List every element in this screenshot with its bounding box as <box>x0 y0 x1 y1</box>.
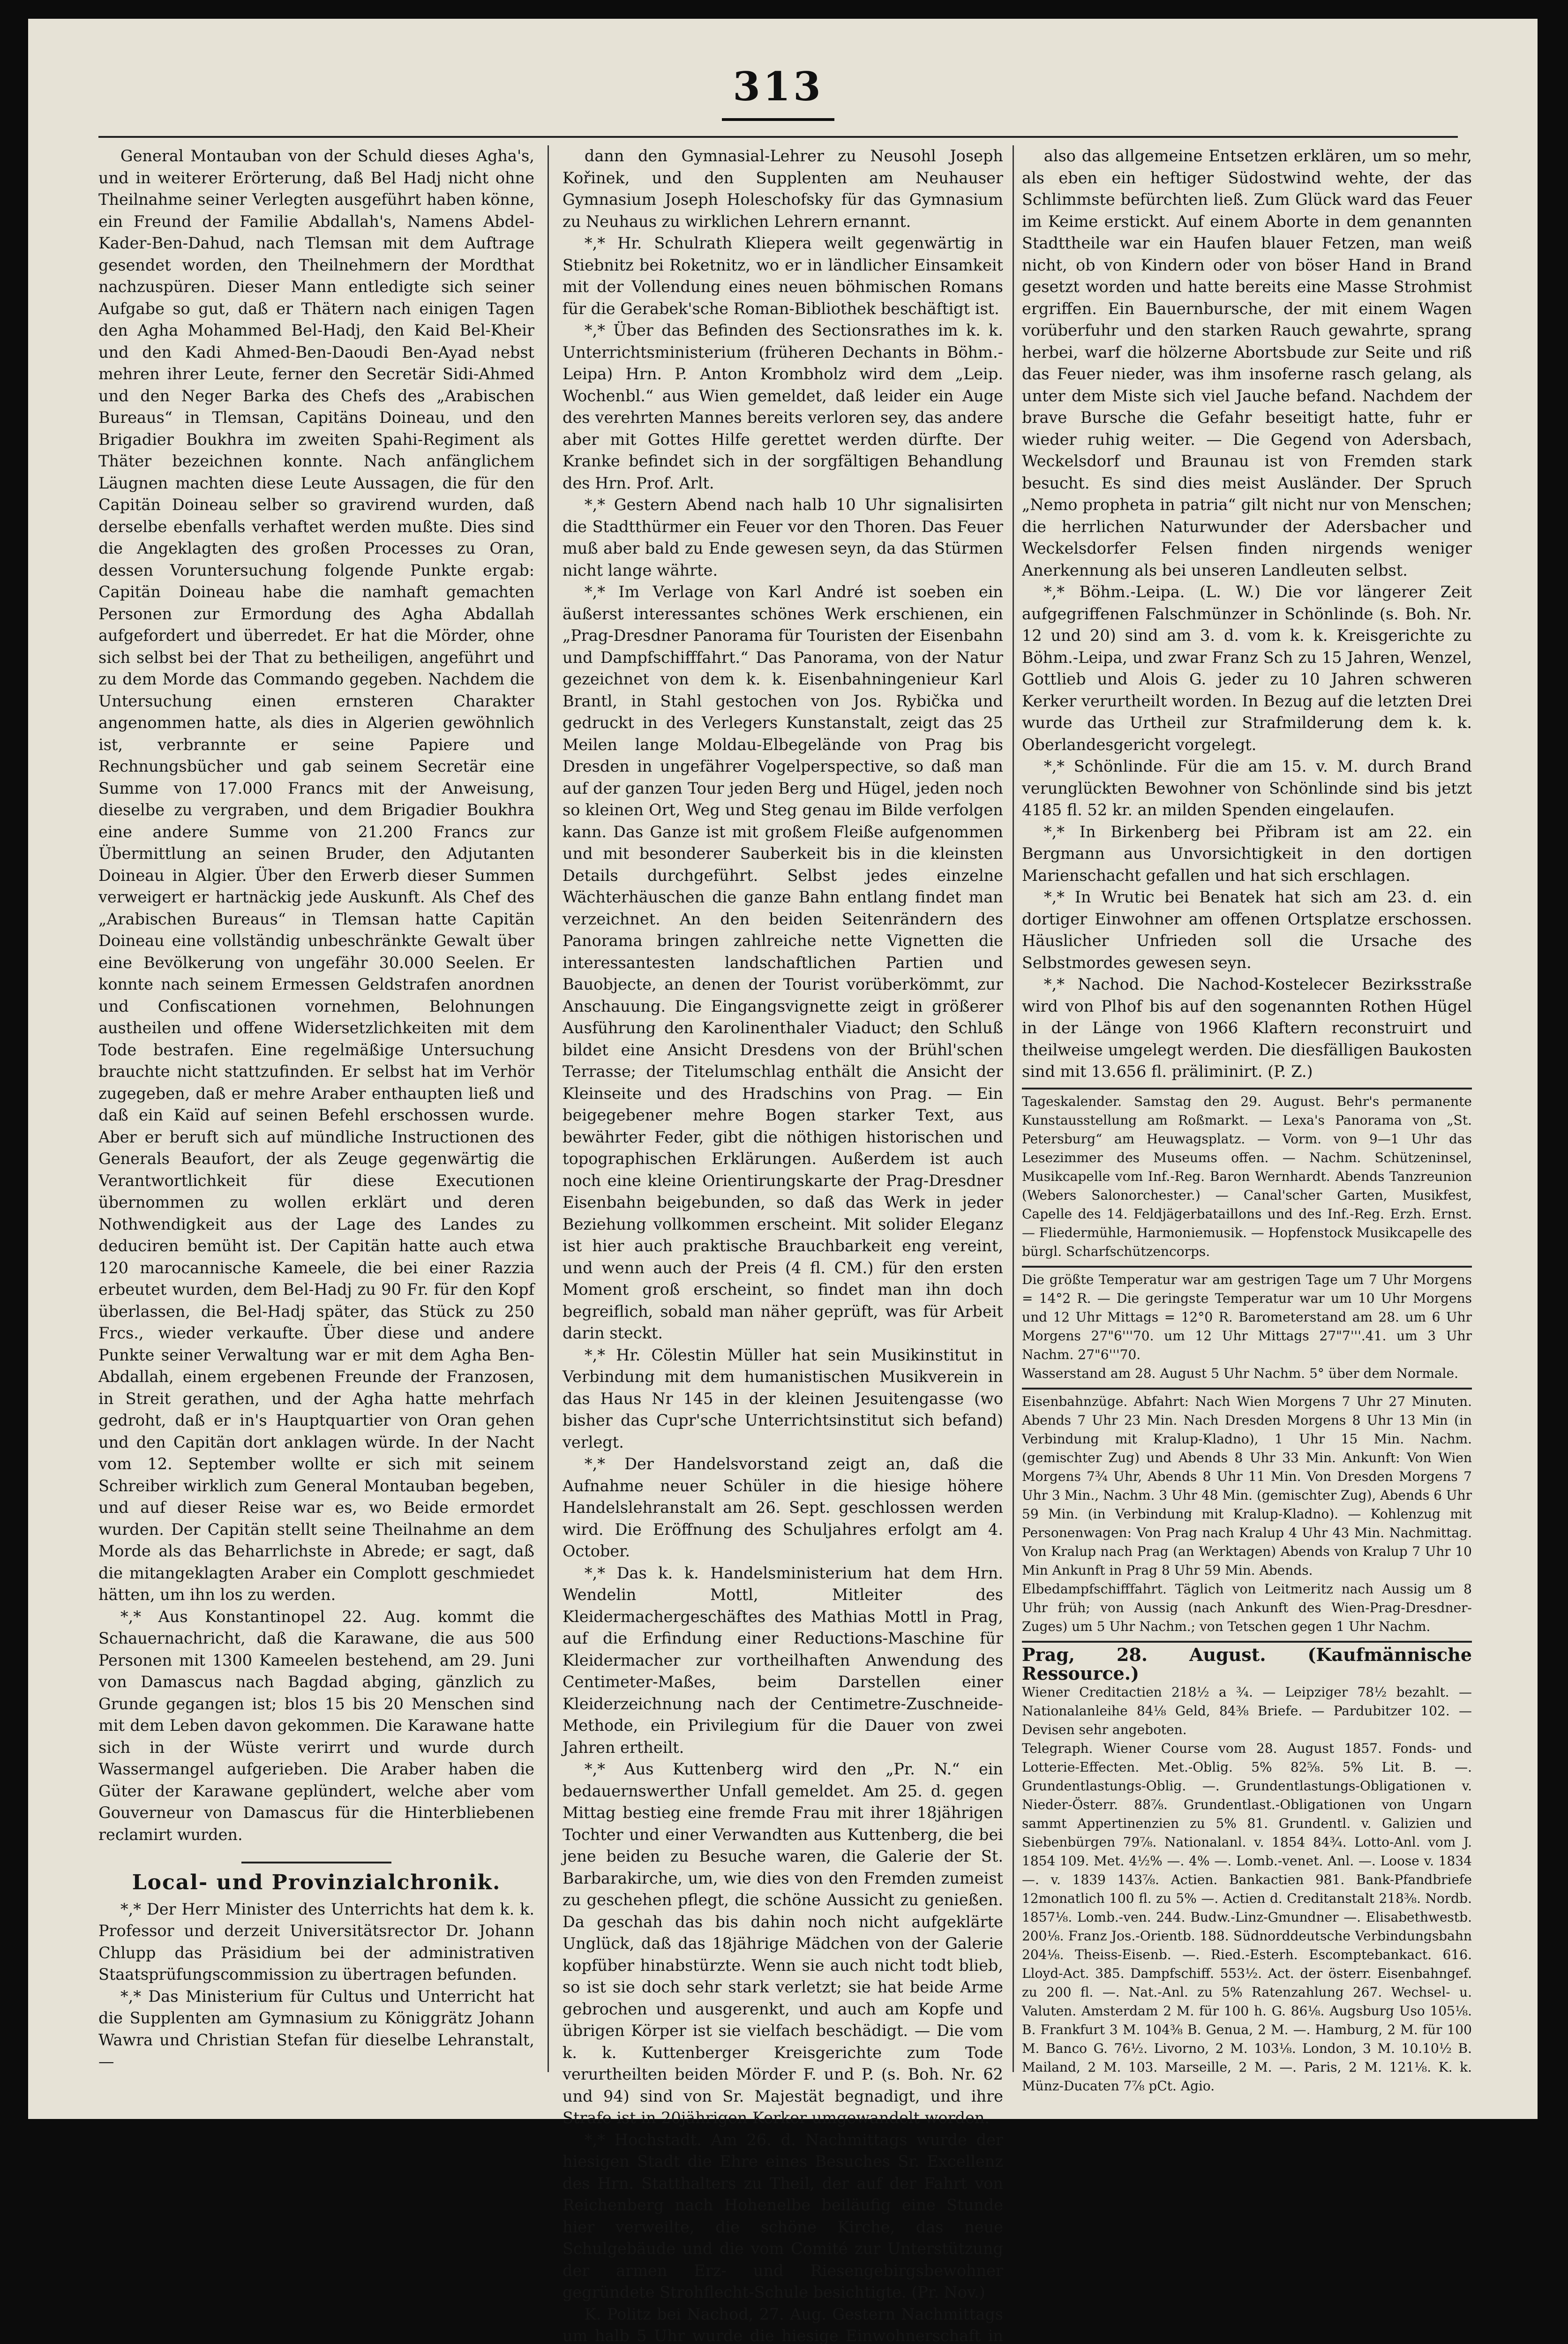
column-3 <box>1022 145 1472 2077</box>
column-1 <box>98 145 534 2077</box>
article-paragraph: *,* Das k. k. Handelsministerium hat dem Hrn. Wendelin Mottl, Mitleiter des Kleidermachergeschäftes des Mathias Mottl in Prag, auf die Erfindung einer Reductions-Maschine für Kleidermacher zur vortheilhaften Anwendung des Centimeter-Maßes, beim Darstellen einer Kleiderzeichnung nach der Centimetre-Zuschneide-Methode, ein Privilegium für die Dauer von zwei Jahren ertheilt. <box>563 1563 1003 1759</box>
market-heading: Prag, 28. August. (Kaufmännische Ressource.) <box>1022 1645 1472 1683</box>
article-paragraph: *,* Hr. Cölestin Müller hat sein Musikinstitut in Verbindung mit dem humanistischen Musikverein in das Haus Nr 145 in der kleinen Jesuitengasse (wo bisher das Cupr'sche Unterrichtsinstitut sich befand) verlegt. <box>563 1345 1003 1454</box>
article-paragraph: *,* Hochstadt. Am 26. d. Nachmittags wurde der hiesigen Stadt die Ehre eines Besuches Sr. Excellenz des Hrn. Statthalters zu Theil, der auf der Fahrt von Reichenberg nach Hohenelbe beiläufig eine Stunde hier verweilte, die schöne Kirche, das neue Schulgebäude und die vom Comité zur Unterstützung der armen Erz- und Riesengebirgsbewohner gegründete Strohflecht-Schule besichtigte. (Pr. Nov.) <box>563 2129 1003 2304</box>
article-paragraph: *,* Gestern Abend nach halb 10 Uhr signalisirten die Stadtthürmer ein Feuer vor den Thoren. Das Feuer muß aber bald zu Ende gewesen seyn, da das Stürmen nicht lange währte. <box>563 494 1003 581</box>
article-paragraph: also das allgemeine Entsetzen erklären, um so mehr, als eben ein heftiger Südostwind wehte, der das Schlimmste befürchten ließ. Zum Glück ward das Feuer im Keime erstickt. Auf einem Aborte in dem genannten Stadttheile war ein Haufen blauer Fetzen, man weiß nicht, ob von Kindern oder von böser Hand in Brand gesetzt worden und hatte bereits eine Masse Strohmist ergriffen. Ein Bauernbursche, der mit einem Wagen vorüberfuhr und den starken Rauch gewahrte, sprang herbei, warf die hölzerne Abortsbude zur Seite und riß das Feuer nieder, was ihm insoferne rasch gelang, als unter dem Miste sich viel Jauche befand. Nachdem der brave Bursche die Gefahr beseitigt hatte, fuhr er wieder ruhig weiter. — Die Gegend von Adersbach, Weckelsdorf und Braunau ist von Fremden stark besucht. Es sind dies meist Ausländer. Der Spruch „Nemo propheta in patria“ gilt nicht nur von Menschen; die herrlichen Naturwunder der Adersbacher und Weckelsdorfer Felsen finden nirgends weniger Anerkennung als bei unseren Landleuten selbst. <box>1022 145 1472 581</box>
newspaper-page <box>28 19 1538 2119</box>
market-box <box>1022 1641 1472 2096</box>
railway-box <box>1022 1388 1472 1636</box>
exchange-rates-text: Telegraph. Wiener Course vom 28. August 1857. Fonds- und Lotterie-Effecten. Met.-Oblig. 5% 82⅝. 5% Lit. B. —. Grundentlastungs-Oblig. —. Grundentlastungs-Obligationen v. Nieder-Österr. 88⅞. Grundentlast.-Obligationen von Ungarn sammt Appertinenzien zu 5% 81. Grundentl. v. Galizien und Siebenbürgen 79⅞. Nationalanl. v. 1854 84¾. Lotto-Anl. vom J. 1854 109. Met. 4½% —. 4% —. Lomb.-venet. Anl. —. Loose v. 1834 —. v. 1839 143⅞. Actien. Bankactien 981. Bank-Pfandbriefe 12monatlich 100 fl. zu 5% —. Actien d. Creditanstalt 218⅜. Nordb. 1857⅛. Lomb.-ven. 244. Budw.-Linz-Gmundner —. Elisabethwestb. 200⅛. Franz Jos.-Orientb. 188. Südnorddeutsche Verbindungsbahn 204⅛. Theiss-Eisenb. —. Ried.-Esterh. Escomptebankact. 616. Lloyd-Act. 385. Dampfschiff. 553½. Act. der österr. Eisenbahngef. zu 200 fl. —. Nat.-Anl. zu 5% Ratenzahlung 267. Wechsel- u. Valuten. Amsterdam 2 M. für 100 h. G. 86⅛. Augsburg Uso 105⅛. B. Frankfurt 3 M. 104⅜ B. Genua, 2 M. —. Hamburg, 2 M. für 100 M. Banco G. 76½. Livorno, 2 M. 103⅛. London, 3 M. 10.10½ B. Mailand, 2 M. 103. Marseille, 2 M. —. Paris, 2 M. 121⅛. K. k. Münz-Ducaten 7⅞ pCt. Agio. <box>1022 1739 1472 2096</box>
section-divider <box>241 1862 391 1863</box>
temperature-text: Die größte Temperatur war am gestrigen Tage um 7 Uhr Morgens = 14°2 R. — Die geringste Temperatur war um 10 Uhr Morgens und 12 Uhr Mittags = 12°0 R. Barometerstand am 28. um 6 Uhr Morgens 27"6'''70. um 12 Uhr Mittags 27"7'''.41. um 3 Uhr Nachm. 27"6'''70. <box>1022 1270 1472 1364</box>
steamship-text: Elbedampfschifffahrt. Täglich von Leitmeritz nach Aussig um 8 Uhr früh; von Aussig (nach Ankunft des Wien-Prag-Dresdner-Zuges) um 5 Uhr Nachm.; von Tetschen gegen 1 Uhr Nachm. <box>1022 1580 1472 1636</box>
column-2 <box>563 145 1003 2077</box>
section-heading: Local- und Provinzialchronik. <box>98 1872 534 1894</box>
page-number-underline <box>722 118 834 121</box>
column-divider <box>1013 145 1014 2072</box>
column-divider <box>548 145 549 2072</box>
article-paragraph: *,* Schönlinde. Für die am 15. v. M. durch Brand verunglückten Bewohner von Schönlinde sind bis jetzt 4185 fl. 52 kr. an milden Spenden eingelaufen. <box>1022 756 1472 821</box>
weather-box <box>1022 1266 1472 1383</box>
market-text: Wiener Creditactien 218½ a ¾. — Leipziger 78½ bezahlt. — Nationalanleihe 84⅛ Geld, 84⅜ Briefe. — Pardubitzer 102. — Devisen sehr angeboten. <box>1022 1683 1472 1739</box>
article-paragraph: dann den Gymnasial-Lehrer zu Neusohl Joseph Kořinek, und den Supplenten am Neuhauser Gymnasium Joseph Holeschofsky für das Gymnasium zu Neuhaus zu wirklichen Lehrern ernannt. <box>563 145 1003 233</box>
article-paragraph: K. Politz bei Nachod, 27. Aug. Gestern Nachmittags um halb 5 Uhr wurde die hiesige Einwohnerschaft in <box>563 2304 1003 2344</box>
water-level-text: Wasserstand am 28. August 5 Uhr Nachm. 5° über dem Normale. <box>1022 1364 1472 1383</box>
page-number: 313 <box>708 63 848 110</box>
article-paragraph: *,* Im Verlage von Karl André ist soeben ein äußerst interessantes schönes Werk erschienen, ein „Prag-Dresdner Panorama für Touristen der Eisenbahn und Dampfschifffahrt.“ Das Panorama, von der Natur gezeichnet von dem k. k. Eisenbahningenieur Karl Brantl, in Stahl gestochen von Jos. Rybička und gedruckt in des Verlegers Kunstanstalt, zeigt das 25 Meilen lange Moldau-Elbegelände von Prag bis Dresden in ungefährer Vogelperspective, so daß man auf der ganzen Tour jeden Berg und Hügel, jeden noch so kleinen Ort, Weg und Steg genau im Bilde verfolgen kann. Das Ganze ist mit großem Fleiße aufgenommen und mit besonderer Sauberkeit bis in die kleinsten Details durchgeführt. Selbst jedes einzelne Wächterhäuschen die ganze Bahn entlang findet man verzeichnet. An den beiden Seitenrändern des Panorama bringen zahlreiche nette Vignetten die interessantesten landschaftlichen Partien und Bauobjecte, an denen der Tourist vorüberkömmt, zur Anschauung. Die Eingangsvignette zeigt in größerer Ausführung den Karolinenthaler Viaduct; den Schluß bildet eine Ansicht Dresdens von der Brühl'schen Terrasse; der Titelumschlag enthält die Ansicht der Kleinseite und des Hradschins von Prag. — Ein beigegebener mehre Bogen starker Text, aus bewährter Feder, gibt die nöthigen historischen und topographischen Erklärungen. Außerdem ist auch noch eine kleine Orientirungskarte der Prag-Dresdner Eisenbahn beigebunden, so daß das Werk in jeder Beziehung vollkommen erscheint. Mit solider Eleganz ist hier auch praktische Brauchbarkeit eng vereint, und wenn auch der Preis (4 fl. CM.) für den ersten Moment groß erscheint, so findet man ihn doch begreiflich, sobald man näher geprüft, was für Arbeit darin steckt. <box>563 581 1003 1345</box>
article-paragraph: *,* Aus Konstantinopel 22. Aug. kommt die Schauernachricht, daß die Karawane, die aus 500 Personen mit 1300 Kameelen bestehend, am 29. Juni von Damascus nach Bagdad abging, gänzlich zu Grunde gegangen ist; blos 15 bis 20 Menschen sind mit dem Leben davon gekommen. Die Karawane hatte sich in der Wüste verirrt und wurde durch Wassermangel aufgerieben. Die Araber haben die Güter der Karawane geplündert, welche aber vom Gouverneur von Damascus für die Hinterbliebenen reclamirt wurden. <box>98 1606 534 1846</box>
article-paragraph: *,* Aus Kuttenberg wird den „Pr. N.“ ein bedauernswerther Unfall gemeldet. Am 25. d. gegen Mittag bestieg eine fremde Frau mit ihrer 18jährigen Tochter und einer Verwandten aus Kuttenberg, die bei jene beiden zu Besuche waren, die Galerie der St. Barbarakirche, um, wie dies von den Fremden zumeist zu geschehen pflegt, die schöne Aussicht zu genießen. Da geschah das bis dahin noch nicht aufgeklärte Unglück, daß das 18jährige Mädchen von der Galerie kopfüber hinabstürzte. Wenn sie auch nicht todt blieb, so ist sie doch sehr stark verletzt; sie hat beide Arme gebrochen und ausgerenkt, und auch am Kopfe und übrigen Körper ist sie vielfach beschädigt. — Die vom k. k. Kuttenberger Kreisgerichte zum Tode verurtheilten beiden Mörder F. und P. (s. Boh. Nr. 62 und 94) sind von Sr. Majestät begnadigt, und ihre Strafe ist in 20jährigen Kerker umgewandelt worden. <box>563 1758 1003 2129</box>
article-paragraph: *,* In Wrutic bei Benatek hat sich am 23. d. ein dortiger Einwohner am offenen Ortsplatze erschossen. Häuslicher Unfrieden soll die Ursache des Selbstmordes gewesen seyn. <box>1022 887 1472 974</box>
article-paragraph: *,* Das Ministerium für Cultus und Unterricht hat die Supplenten am Gymnasium zu Königgrätz Johann Wawra und Christian Stefan für dieselbe Lehranstalt, — <box>98 1986 534 2073</box>
article-paragraph: *,* Über das Befinden des Sectionsrathes im k. k. Unterrichtsministerium (früheren Dechants in Böhm.-Leipa) Hrn. P. Anton Krombholz wird dem „Leip. Wochenbl.“ aus Wien gemeldet, daß leider ein Auge des verehrten Mannes bereits verloren sey, das andere aber mit Gottes Hilfe gerettet werden dürfte. Der Kranke befindet sich in der sorgfältigen Behandlung des Hrn. Prof. Arlt. <box>563 320 1003 494</box>
article-paragraph: *,* In Birkenberg bei Přibram ist am 22. ein Bergmann aus Unvorsichtigkeit in den dortigen Marienschacht gefallen und hat sich erschlagen. <box>1022 821 1472 887</box>
railway-schedule-text: Eisenbahnzüge. Abfahrt: Nach Wien Morgens 7 Uhr 27 Minuten. Abends 7 Uhr 23 Min. Nach Dresden Morgens 8 Uhr 13 Min (in Verbindung mit Kralup-Kladno), 1 Uhr 15 Min. Nachm. (gemischter Zug) und Abends 8 Uhr 33 Min. Ankunft: Von Wien Morgens 7¾ Uhr, Abends 8 Uhr 11 Min. Von Dresden Morgens 7 Uhr 3 Min., Nachm. 3 Uhr 48 Min. (gemischter Zug), Abends 6 Uhr 59 Min. (in Verbindung mit Kralup-Kladno). — Kohlenzug mit Personenwagen: Von Prag nach Kralup 4 Uhr 43 Min. Nachmittag. Von Kralup nach Prag (an Werktagen) Abends von Kralup 7 Uhr 10 Min Ankunft in Prag 8 Uhr 59 Min. Abends. <box>1022 1392 1472 1580</box>
article-paragraph: *,* Der Herr Minister des Unterrichts hat dem k. k. Professor und derzeit Universitätsrector Dr. Johann Chlupp das Präsidium bei der administrativen Staatsprüfungscommission zu übertragen befunden. <box>98 1899 534 1986</box>
article-paragraph: *,* Nachod. Die Nachod-Kostelecer Bezirksstraße wird von Plhof bis auf den sogenannten Rothen Hügel in der Länge von 1966 Klaftern reconstruirt und theilweise umgelegt werden. Die diesfälligen Baukosten sind mit 13.656 fl. präliminirt. (P. Z.) <box>1022 974 1472 1083</box>
tageskalender-box <box>1022 1088 1472 1261</box>
article-paragraph: General Montauban von der Schuld dieses Agha's, und in weiterer Erörterung, daß Bel Hadj nicht ohne Theilnahme seiner Verlegten ausgeführt haben könne, ein Freund der Familie Abdallah's, Namens Abdel-Kader-Ben-Dahud, nach Tlemsan mit dem Auftrage gesendet worden, den Theilnehmern der Mordthat nachzuspüren. Dieser Mann entledigte sich seiner Aufgabe so gut, daß er Thätern nach einigen Tagen den Agha Mohammed Bel-Hadj, den Kaid Bel-Kheir und den Kadi Ahmed-Ben-Daoudi Ben-Ayad nebst mehren ihrer Leute, ferner den Secretär Sidi-Ahmed und den Neger Barka des Chefs des „Arabischen Bureaus“ in Tlemsan, Capitäns Doineau, und den Brigadier Boukhra im zweiten Spahi-Regiment als Thäter bezeichnen konnte. Nach anfänglichem Läugnen machten diese Leute Aussagen, die für den Capitän Doineau selber so gravirend wurden, daß derselbe ebenfalls verhaftet werden mußte. Dies sind die Angeklagten des großen Processes zu Oran, dessen Voruntersuchung folgende Punkte ergab: Capitän Doineau habe die namhaft gemachten Personen zur Ermordung des Agha Abdallah aufgefordert und überredet. Er hat die Mörder, ohne sich selbst bei der That zu betheiligen, angeführt und zu dem Morde das Commando gegeben. Nachdem die Untersuchung einen ernsteren Charakter angenommen hatte, als dies in Algerien gewöhnlich ist, verbrannte er seine Papiere und Rechnungsbücher und gab seinem Secretär eine Summe von 17.000 Francs mit der Anweisung, dieselbe zu vergraben, und dem Brigadier Boukhra eine andere Summe von 21.200 Francs zur Übermittlung an seinen Bruder, den Adjutanten Doineau in Algier. Über den Erwerb dieser Summen verweigert er hartnäckig jede Auskunft. Als Chef des „Arabischen Bureaus“ in Tlemsan hatte Capitän Doineau eine vollständig unbeschränkte Gewalt über eine Bevölkerung von ungefähr 30.000 Seelen. Er konnte nach seinem Ermessen Geldstrafen anordnen und Confiscationen vornehmen, Belohnungen austheilen und offene Widersetzlichkeiten mit dem Tode bestrafen. Eine regelmäßige Untersuchung brauchte nicht stattzufinden. Er selbst hat im Verhör zugegeben, daß er mehre Araber enthaupten ließ und daß ein Kaïd auf seinen Befehl erschossen wurde. Aber er beruft sich auf mündliche Instructionen des Generals Beaufort, der als Zeuge gegenwärtig die Verantwortlichkeit für diese Executionen übernommen zu wollen erklärt und deren Nothwendigkeit aus der Lage des Landes zu deduciren bemüht ist. Der Capitän hatte auch etwa 120 marocannische Kameele, die bei einer Razzia erbeutet wurden, dem Bel-Hadj zu 90 Fr. für den Kopf überlassen, die Bel-Hadj später, das Stück zu 250 Frcs., wieder verkaufte. Über diese und andere Punkte seiner Verwaltung war er mit dem Agha Ben-Abdallah, einem ergebenen Freunde der Franzosen, in Streit gerathen, und der Agha hatte mehrfach gedroht, daß er in's Hauptquartier von Oran gehen und den Capitän dort anklagen würde. In der Nacht vom 12. September wollte er sich mit seinem Schreiber wirklich zum General Montauban begeben, und auf dieser Reise war es, wo Beide ermordet wurden. Der Capitän stellt seine Theilnahme an dem Morde als das Beharrlichste in Abrede; er sagt, daß die mitangeklagten Araber ein Complott geschmiedet hätten, um ihn los zu werden. <box>98 145 534 1606</box>
article-paragraph: *,* Hr. Schulrath Kliepera weilt gegenwärtig in Stiebnitz bei Roketnitz, wo er in ländlicher Einsamkeit mit der Vollendung eines neuen böhmischen Romans für die Gerabek'sche Roman-Bibliothek beschäftigt ist. <box>563 233 1003 320</box>
tageskalender-text: Tageskalender. Samstag den 29. August. Behr's permanente Kunstausstellung am Roßmarkt. — Lexa's Panorama von „St. Petersburg“ am Heuwagsplatz. — Vorm. von 9—1 Uhr das Lesezimmer des Museums offen. — Nachm. Schützeninsel, Musikcapelle vom Inf.-Reg. Baron Wernhardt. Abends Tanzreunion (Webers Salonorchester.) — Canal'scher Garten, Musikfest, Capelle des 14. Feldjägerbataillons und des Inf.-Reg. Erzh. Ernst. — Fliedermühle, Harmoniemusik. — Hopfenstock Musikcapelle des bürgl. Scharfschützencorps. <box>1022 1092 1472 1261</box>
article-paragraph: *,* Der Handelsvorstand zeigt an, daß die Aufnahme neuer Schüler in die hiesige höhere Handelslehranstalt am 26. Sept. geschlossen werden wird. Die Eröffnung des Schuljahres erfolgt am 4. October. <box>563 1453 1003 1563</box>
header-rule <box>98 136 1458 138</box>
article-paragraph: *,* Böhm.-Leipa. (L. W.) Die vor längerer Zeit aufgegriffenen Falschmünzer in Schönlinde (s. Boh. Nr. 12 und 20) sind am 3. d. vom k. k. Kreisgerichte zu Böhm.-Leipa, und zwar Franz Sch zu 15 Jahren, Wenzel, Gottlieb und Alois G. jeder zu 10 Jahren schweren Kerker verurtheilt worden. In Bezug auf die letzten Drei wurde das Urtheil zur Strafmilderung dem k. k. Oberlandesgericht vorgelegt. <box>1022 581 1472 756</box>
